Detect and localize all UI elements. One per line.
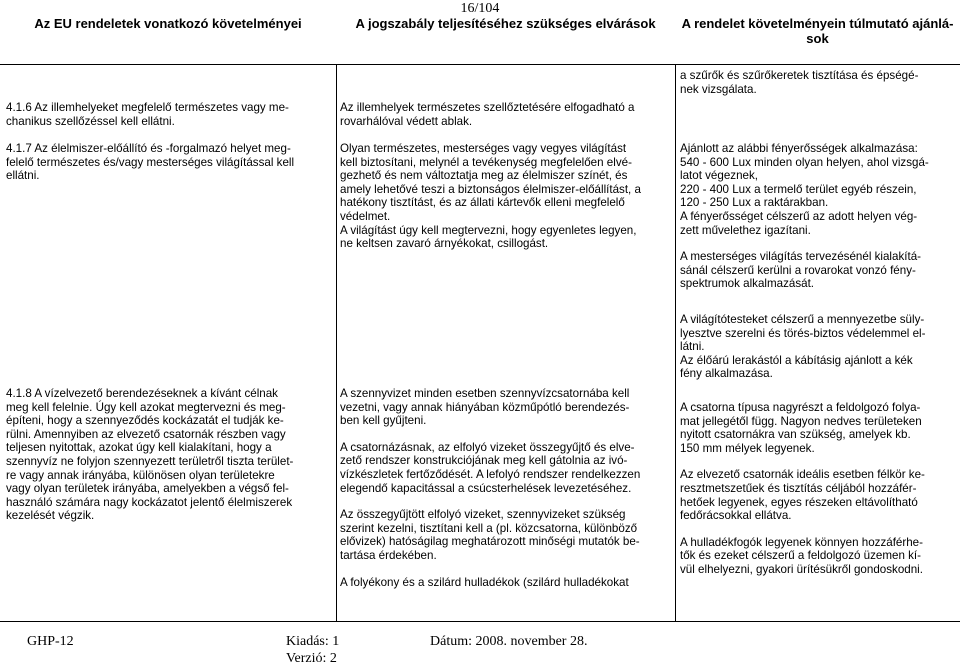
requirement-4-1-7: 4.1.7 Az élelmiszer-előállító és -forgalmazó helyet meg- felelő természetes és/vagy mesterséges világítással kell ellátni. (6, 142, 295, 183)
page-number: 16/104 (460, 1, 500, 16)
recommendation-blue-light: Az élőárú lerakástól a kábításig ajánlott a kék fény alkalmazása. (680, 353, 913, 381)
table-cell (680, 69, 952, 96)
table-column-divider (675, 64, 676, 622)
expectation-wastewater: A szennyvizet minden esetben szennyvízcsatornába kell vezetni, vagy annak hiányában közműpótló berendezés- ben kell gyűjteni. (340, 387, 630, 428)
table-cell (340, 101, 670, 128)
recommendation-waste-traps: A hulladékfogók legyenek könnyen hozzáférhe- tők és ezeket célszerű a feldolgozó üzemen kí- vül elhelyezni, gyakori ürítésükről gondoskodni. (680, 535, 923, 576)
footer-issue: Kiadás: 1 (286, 634, 340, 649)
requirement-4-1-6: 4.1.6 Az illemhelyeket megfelelő természetes vagy me- chanikus szellőzéssel kell ellátni. (6, 101, 289, 128)
recommendation-light-spectrum: A mesterséges világítás tervezésénél kialakítá- sánál célszerű kerülni a rovarokat vonzó fény- spektrumok alkalmazását. (680, 250, 922, 291)
recommendation-channel-shape: Az elvezető csatornák ideális esetben félkör ke- resztmetszetűek és tisztítás céljából hozzáfér- hetőek legyenek, egyes részeken eltávolítható fedőrácsokkal ellátva. (680, 468, 925, 523)
recommendation-filter-cleaning: a szűrők és szűrőkeretek tisztítása és épségé- nek vizsgálata. (680, 69, 919, 96)
expectation-toilet-ventilation: Az illemhelyek természetes szellőztetésére elfogadható a rovarhálóval védett ablak. (340, 101, 635, 128)
expectation-effluent-treatment: Az összegyűjtött elfolyó vizeket, szennyvizeket szükség szerint kezelni, tisztítani kell a (pl. közcsatorna, különböző elővizek) hatóságilag meghatározott minőségi mutatók be- tartása érdekében. (340, 508, 640, 562)
table-top-border (0, 64, 960, 65)
table-row-divider (0, 621, 960, 622)
recommendation-lux-levels: Ajánlott az alábbi fényerősségek alkalmazása: 540 - 600 Lux minden olyan helyen, ahol vizsgá- latot végeznek, 220 - 400 Lux a termelő terület egyéb részein, 120 - 250 Lux a raktárakban. A fényerősséget célszerű az adott helyen vég- zett művelethez igazítani. (680, 142, 929, 237)
table-cell (680, 401, 952, 577)
header-col-recommendations: A rendelet követelményein túlmutató ajánlá- sok (681, 16, 954, 46)
table-cell (340, 142, 670, 251)
footer-version: Verzió: 2 (286, 651, 337, 666)
table-cell (6, 387, 332, 523)
table-cell (340, 387, 670, 589)
table-cell (6, 101, 332, 128)
table-cell (6, 142, 332, 183)
requirement-4-1-8: 4.1.8 A vízelvezető berendezéseknek a kívánt célnak meg kell felelnie. Úgy kell azokat megtervezni és meg- építeni, hogy a szennyeződés kockázatát el tudják ke- rülni. Amennyiben az elvezető csatornák részben vagy teljesen nyitottak, azokat úgy kell kialakítani, hogy a szennyvíz ne folyjon szennyezett területről tiszta terület- re vagy annak irányába, különösen olyan területekre vagy olyan területek irányába, amelyekben a végső fel- használó számára nagy kockázatot jelentő élelmiszerek kezelését végzik. (6, 387, 294, 523)
expectation-drainage-system: A csatornázásnak, az elfolyó vizeket összegyűjtő és elve- zető rendszer konstrukciójának meg kell gátolnia az ivó- vízkészletek fertőződését. A lefolyó rendszer rendelkezzen elegendő kapacitással a csúcsterhelések levezetéséhez. (340, 440, 641, 495)
expectation-waste: A folyékony és a szilárd hulladékok (szilárd hulladékokat (340, 575, 629, 589)
table-column-divider (336, 64, 337, 622)
expectation-lighting-design: A világítást úgy kell megtervezni, hogy egyenletes legyen, ne keltsen zavaró árnyékokat, csillogást. (340, 223, 637, 251)
footer-date: Dátum: 2008. november 28. (430, 634, 588, 649)
header-col-eu-requirements: Az EU rendeletek vonatkozó követelményei (34, 16, 302, 31)
recommendation-light-fixtures: A világítótesteket célszerű a mennyezetbe süly- lyesztve szerelni és törés-biztos védelemmel el- látni. (680, 312, 926, 354)
footer-code: GHP-12 (27, 634, 74, 649)
header-col-expectations: A jogszabály teljesítéséhez szükséges elvárások (355, 16, 656, 31)
expectation-lighting: Olyan természetes, mesterséges vagy vegyes világítást kell biztosítani, melynél a tevékenység megfelelően elvé- gezhető és nem változtatja meg az élelmiszer színét, és amely lehetővé teszi a biztonságos élelmiszer-előállítást, a hatékony tisztítást, és az állati kártevők elleni megfelelő védelmet. (340, 142, 641, 223)
recommendation-channel-type: A csatorna típusa nagyrészt a feldolgozó folya- mat jellegétől függ. Nagyon nedves területeken nyitott csatornákra van szükség, amelyek kb. 150 mm mélyek legyenek. (680, 401, 922, 455)
table-cell (680, 142, 952, 381)
